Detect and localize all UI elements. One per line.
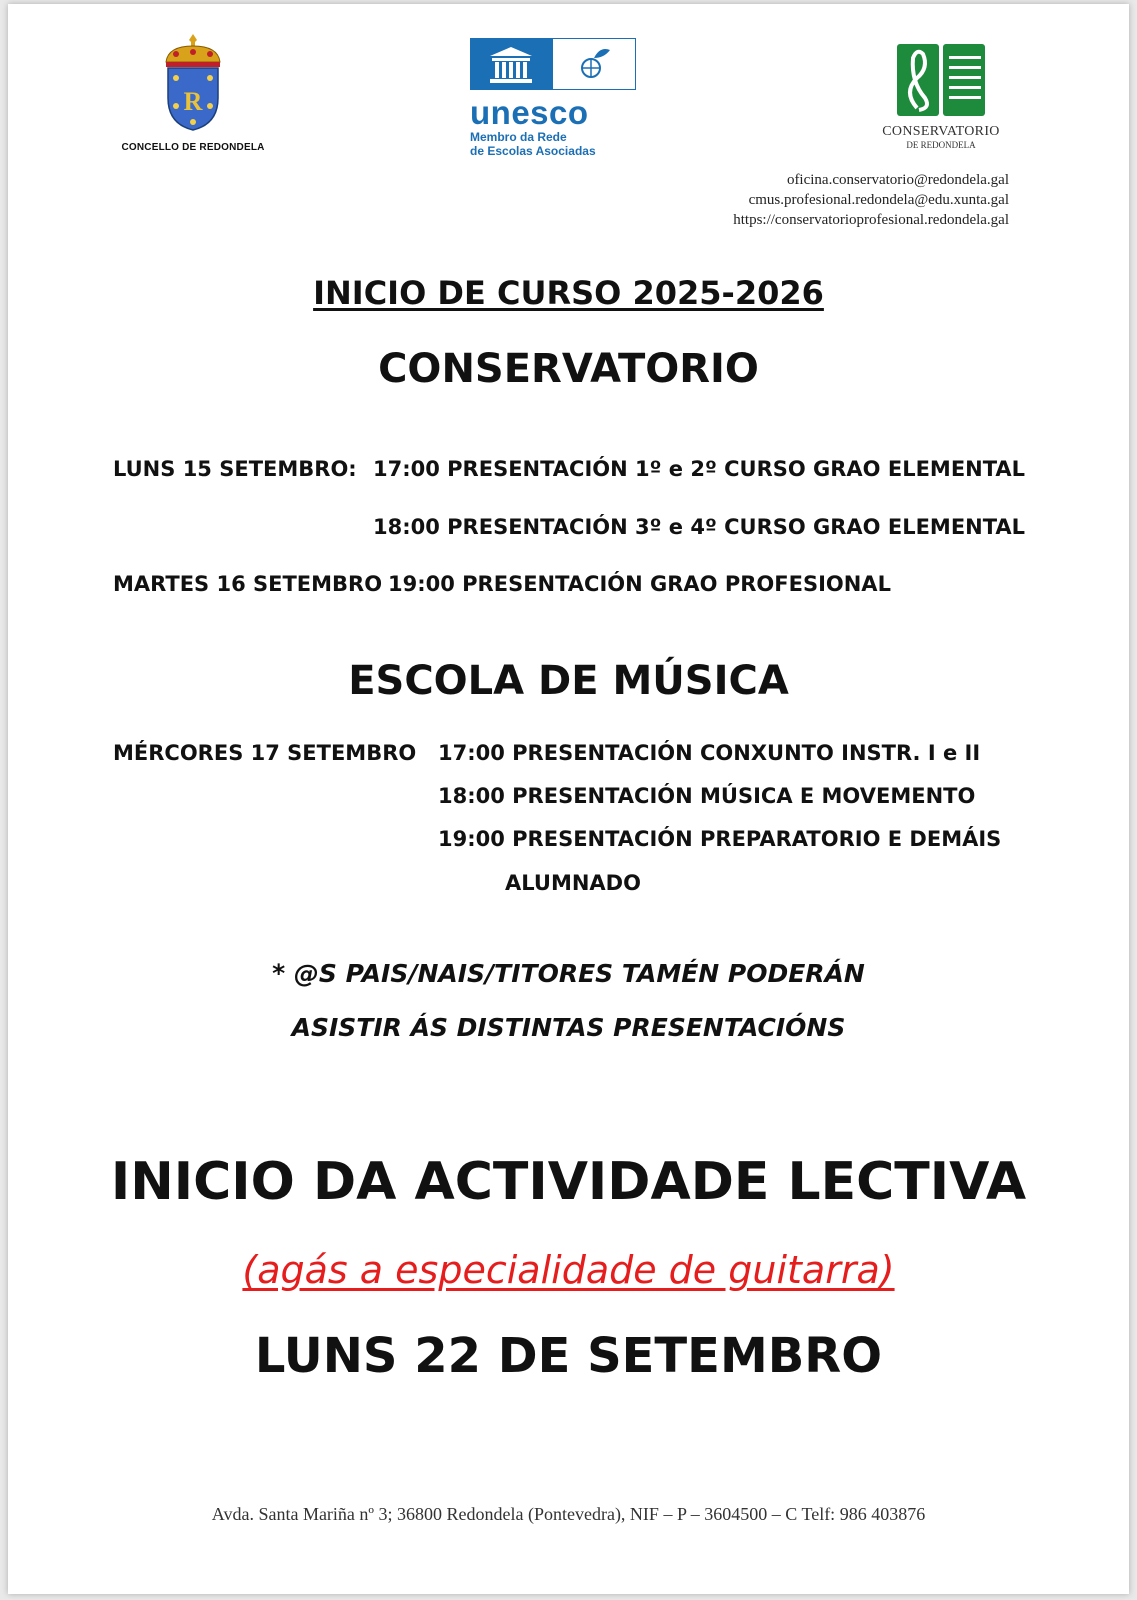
day1-item-1: 17:00 PRESENTACIÓN 1º e 2º CURSO GRAO ELEMENTAL: [373, 457, 1026, 481]
page-title: INICIO DE CURSO 2025-2026: [313, 274, 824, 312]
escola-heading: ESCOLA DE MÚSICA: [348, 658, 789, 704]
contact-website: https://conservatorioprofesional.redondela.gal: [733, 212, 1009, 228]
day2-item: 19:00 PRESENTACIÓN GRAO PROFESIONAL: [388, 572, 891, 596]
conservatorio-subcaption: DE REDONDELA: [906, 140, 976, 150]
parents-note-line-1: * @S PAIS/NAIS/TITORES TAMÉN PODERÁN: [272, 959, 865, 988]
day1-label: LUNS 15 SETEMBRO:: [113, 457, 357, 481]
day1-item-2: 18:00 PRESENTACIÓN 3º e 4º CURSO GRAO ELEMENTAL: [373, 515, 1026, 539]
escola-item-3-continuation: ALUMNADO: [505, 871, 641, 895]
guitar-exception-note: (agás a especialidade de guitarra): [242, 1248, 895, 1292]
escola-item-1: 17:00 PRESENTACIÓN CONXUNTO INSTR. I e II: [438, 741, 981, 765]
concello-logo: [113, 32, 273, 153]
unesco-temple-icon: [470, 38, 636, 90]
svg-text:R: R: [183, 87, 203, 116]
escola-item-2: 18:00 PRESENTACIÓN MÚSICA E MOVEMENTO: [438, 784, 976, 808]
activity-heading: INICIO DA ACTIVIDADE LECTIVA: [110, 1152, 1027, 1212]
unesco-wordmark: unesco: [470, 94, 589, 131]
escola-item-3: 19:00 PRESENTACIÓN PREPARATORIO E DEMÁIS: [438, 827, 1002, 851]
contact-email-office: oficina.conservatorio@redondela.gal: [786, 172, 1009, 188]
conservatorio-logo: [874, 42, 1008, 150]
conservatorio-caption: CONSERVATORIO: [882, 124, 1000, 139]
concello-caption: CONCELLO DE REDONDELA: [121, 142, 265, 153]
crest-icon: [158, 32, 228, 132]
conservatorio-heading: CONSERVATORIO: [378, 346, 759, 392]
unesco-subtitle-2: de Escolas Asociadas: [470, 144, 596, 158]
unesco-logo: [470, 38, 645, 158]
treble-clef-book-icon: [895, 42, 987, 118]
parents-note-line-2: ASISTIR ÁS DISTINTAS PRESENTACIÓNS: [291, 1013, 846, 1042]
escola-day-label: MÉRCORES 17 SETEMBRO: [113, 741, 417, 765]
contact-info: [733, 170, 1009, 230]
activity-start-date: LUNS 22 DE SETEMBRO: [254, 1328, 883, 1384]
contact-email-xunta: cmus.profesional.redondela@edu.xunta.gal: [748, 192, 1009, 208]
footer-address: Avda. Santa Mariña nº 3; 36800 Redondela (Pontevedra), NIF – P – 3604500 – C Telf: 986 403876: [211, 1504, 926, 1524]
day2-label: MARTES 16 SETEMBRO: [113, 572, 383, 596]
document-page: [8, 4, 1129, 1594]
unesco-subtitle-1: Membro da Rede: [470, 130, 567, 144]
